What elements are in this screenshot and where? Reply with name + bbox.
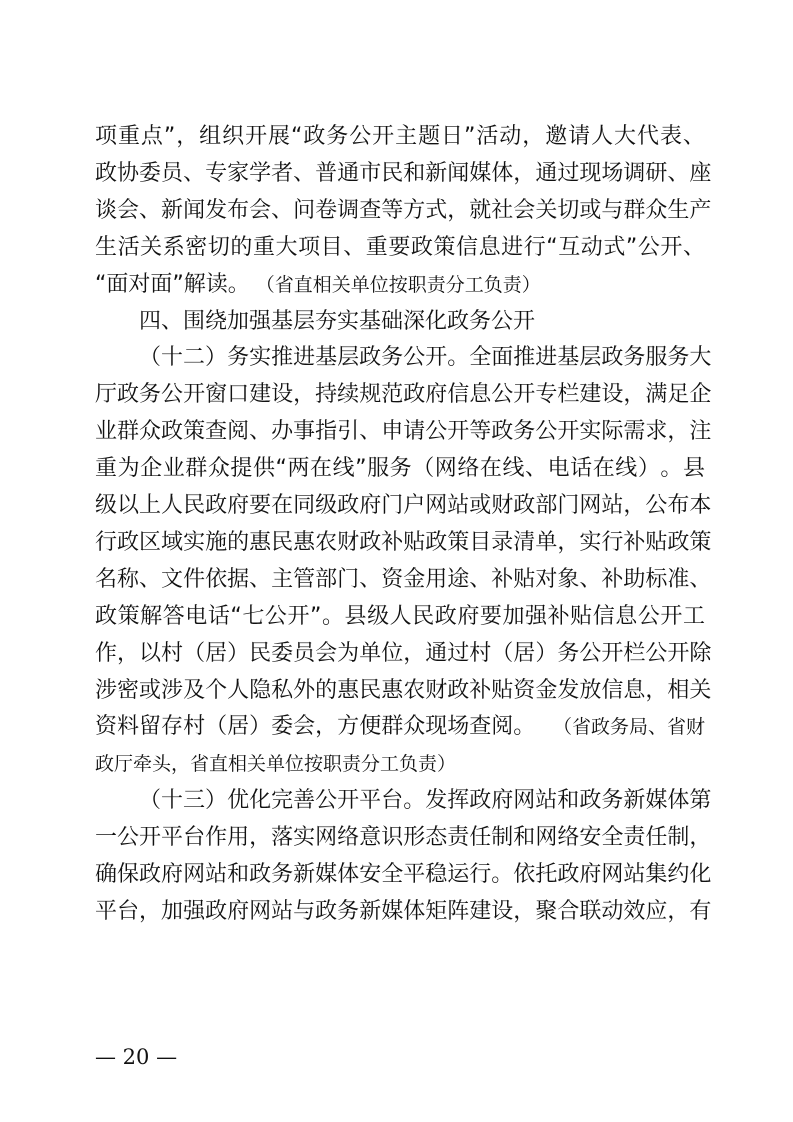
text-line: 生 活 关 系 密 切 的 重 大 项 目 、 重 要 政 策 信 息 进 行 “ 互 动 式 ” 公 开 、 (95, 234, 705, 260)
text-line: （ 十 三 ） 优 化 完 善 公 开 平 台 。 发 挥 政 府 网 站 和 政 务 新 媒 体 第 (139, 788, 712, 814)
text-line (95, 746, 705, 782)
text-line: 政 协 委 员 、 专 家 学 者 、 普 通 市 民 和 新 闻 媒 体 ， 通 过 现 场 调 研 、 座 (95, 160, 712, 186)
text-line: 确 保 政 府 网 站 和 政 务 新 媒 体 安 全 平 稳 运 行 。 依 托 政 府 网 站 集 约 化 (95, 862, 712, 887)
text-line: 一 公 开 平 台 作 用 ， 落 实 网 络 意 识 形 态 责 任 制 和 网 络 安 全 责 任 制 ， (95, 825, 712, 851)
text-line: 厅 政 务 公 开 窗 口 建 设 ， 持 续 规 范 政 府 信 息 公 开 专 栏 建 设 ， 满 足 企 (95, 382, 712, 408)
text-line: 资 料 留 存 村 （ 居 ） 委 会 ， 方 便 群 众 现 场 查 阅 。 （省政务局、省财 (95, 709, 705, 745)
text-line: 平 台 ， 加 强 政 府 网 站 与 政 务 新 媒 体 矩 阵 建 设 ， 聚 合 联 动 效 应 ， 有 (95, 898, 712, 924)
responsibility-note: 政厅牵头，省直相关单位按职责分工负责） (95, 753, 457, 776)
text-line: 涉 密 或 涉 及 个 人 隐 私 外 的 惠 民 惠 农 财 政 补 贴 资 金 发 放 信 息 ， 相 关 (95, 677, 712, 703)
line-text: 四、围绕加强基层夯实基础深化政务公开 (139, 308, 536, 334)
text-line: 项 重 点 ” ， 组 织 开 展 “ 政 务 公 开 主 题 日 ” 活 动 ， 邀 请 人 大 代 表 、 (95, 124, 705, 149)
text-line (139, 304, 705, 340)
text-line: 业 群 众 政 策 查 阅 、 办 事 指 引 、 申 请 公 开 等 政 务 公 开 实 际 需 求 ， 注 (95, 419, 712, 445)
text-line: 重 为 企 业 群 众 提 供 “ 两 在 线 ” 服 务 （ 网 络 在 线 、 电 话 在 线 ） 。 县 (95, 456, 705, 482)
text-line: （ 十 二 ） 务 实 推 进 基 层 政 务 公 开 。 全 面 推 进 基 层 政 务 服 务 大 (139, 345, 712, 371)
responsibility-note: （省政务局、省财 (552, 716, 705, 739)
page-number: — 20 — (95, 1045, 178, 1069)
text-line: 作 ， 以 村 （ 居 ） 民 委 员 会 为 单 位 ， 通 过 村 （ 居 ） 务 公 开 栏 公 开 除 (95, 640, 712, 666)
text-line: 名 称 、 文 件 依 据 、 主 管 部 门 、 资 金 用 途 、 补 贴 对 象 、 补 助 标 准 、 (95, 566, 712, 592)
text-line (95, 267, 705, 303)
responsibility-note: （省直相关单位按职责分工负责） (255, 273, 541, 296)
text-line: 谈 会 、 新 闻 发 布 会 、 问 卷 调 查 等 方 式 ， 就 社 会 关 切 或 与 群 众 生 产 (95, 197, 712, 223)
text-line: 政 策 解 答 电 话 “ 七 公 开 ” 。 县 级 人 民 政 府 要 加 强 补 贴 信 息 公 开 工 (95, 603, 705, 629)
text-line: 行 政 区 域 实 施 的 惠 民 惠 农 财 政 补 贴 政 策 目 录 清 单 ， 实 行 补 贴 政 策 (95, 529, 712, 555)
line-text: “面对面”解读。 (95, 271, 250, 297)
text-line: 级 以 上 人 民 政 府 要 在 同 级 政 府 门 户 网 站 或 财 政 部 门 网 站 ， 公 布 本 (95, 493, 712, 518)
